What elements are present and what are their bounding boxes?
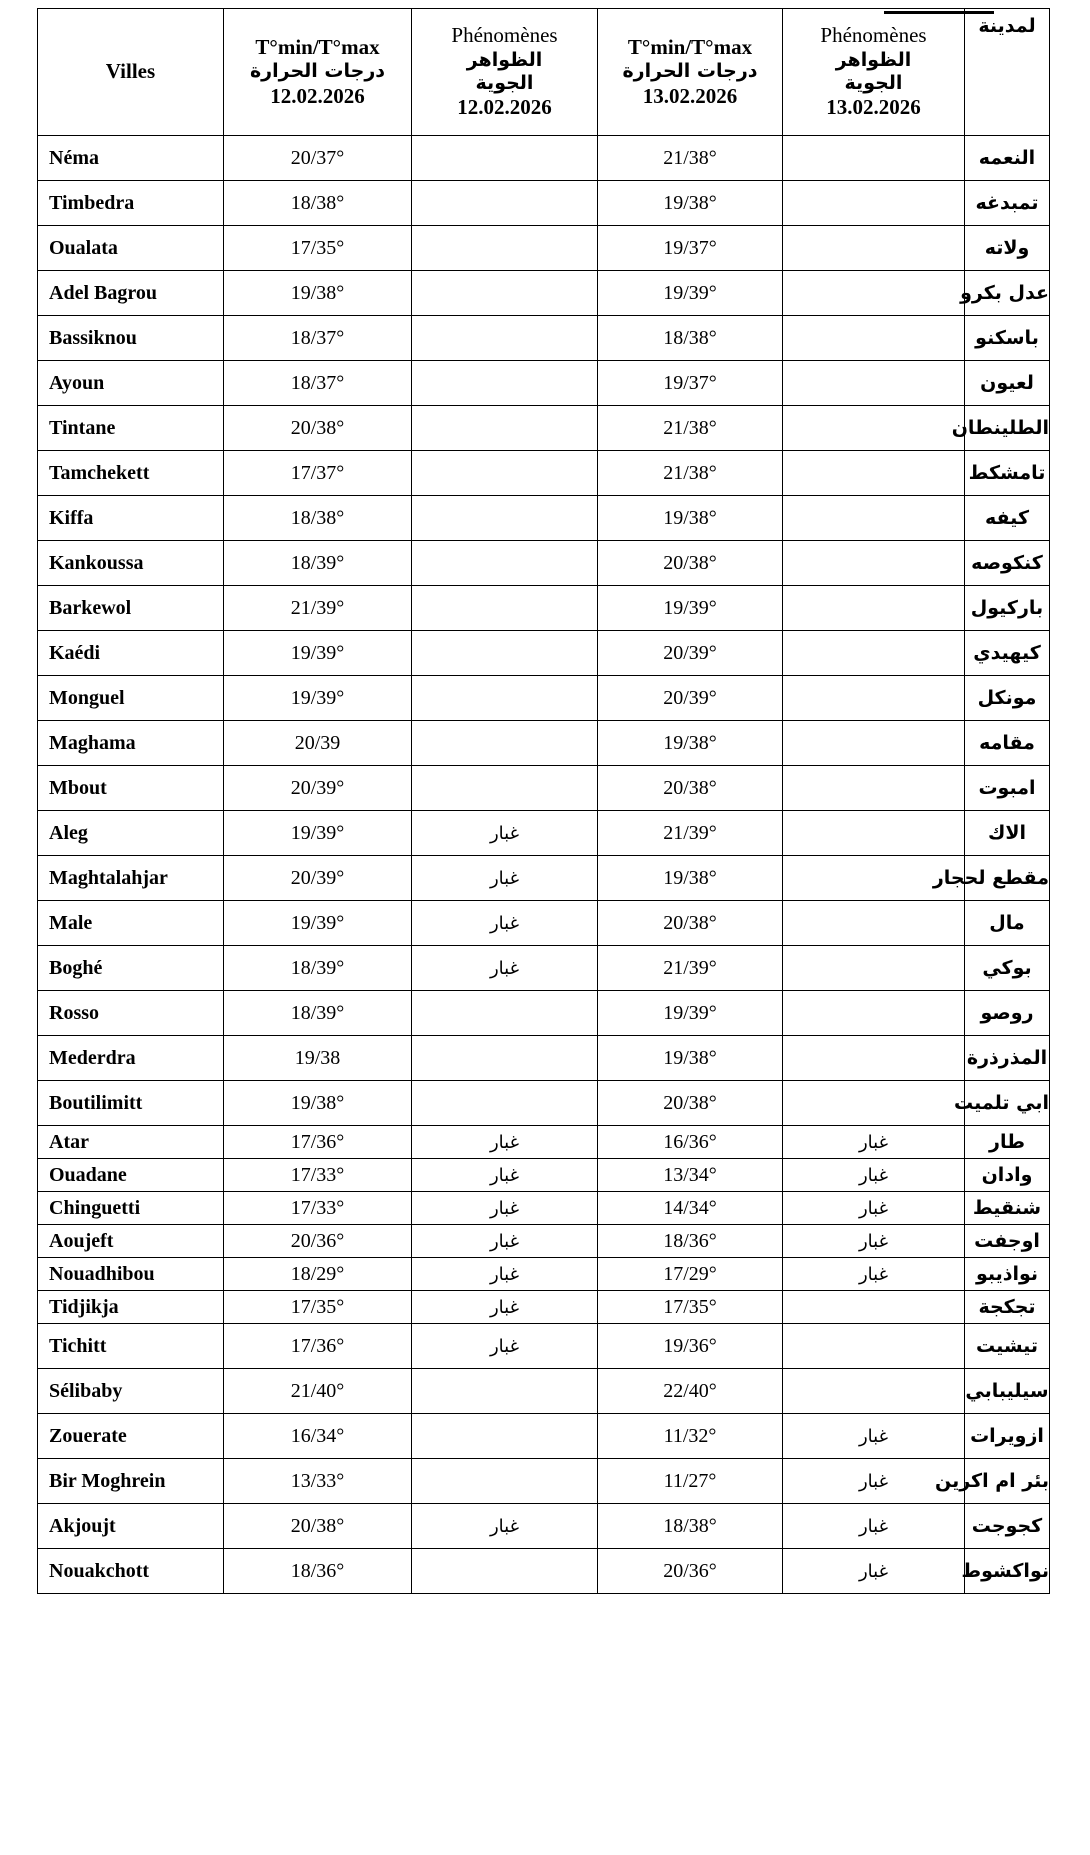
cell-p1: غبار [412,1192,598,1225]
cell-ville: Mederdra [38,1036,224,1081]
header-phen-day2-ar1: الظواهر [835,48,912,71]
table-row [38,1192,1050,1225]
cell-t2: 19/39° [598,991,783,1036]
cell-ar: بوكي [965,946,1050,991]
cell-p1: غبار [412,1159,598,1192]
cell-t1: 17/33° [224,1159,412,1192]
cell-p2 [783,766,965,811]
table-row [38,1504,1050,1549]
cell-ville: Atar [38,1126,224,1159]
cell-t1: 19/38° [224,271,412,316]
cell-t2: 19/39° [598,586,783,631]
cell-p2 [783,721,965,766]
table-row [38,1369,1050,1414]
weather-bulletin-page [0,8,1090,1855]
table-row [38,1126,1050,1159]
cell-p1 [412,1414,598,1459]
header-temp-day2-ar: درجات الحرارة [622,60,758,83]
cell-ar: ابي تلميت [965,1081,1050,1126]
cell-p1: غبار [412,946,598,991]
top-rule-decoration [884,11,994,14]
table-row [38,271,1050,316]
cell-t2: 20/36° [598,1549,783,1594]
cell-p2: غبار [783,1504,965,1549]
cell-ville: Kaédi [38,631,224,676]
cell-p1 [412,1081,598,1126]
cell-t1: 20/37° [224,136,412,181]
table-row [38,586,1050,631]
header-phen-day1-date: 12.02.2026 [457,95,552,120]
cell-t2: 20/38° [598,766,783,811]
cell-ville: Sélibaby [38,1369,224,1414]
header-phen-day1-ar2: الجوية [475,72,534,94]
cell-ar: المذرذرة [965,1036,1050,1081]
cell-p2 [783,1036,965,1081]
cell-ar: امبوت [965,766,1050,811]
cell-t2: 19/36° [598,1324,783,1369]
cell-ville: Maghama [38,721,224,766]
cell-ville: Ayoun [38,361,224,406]
cell-t1: 18/38° [224,496,412,541]
cell-ar: كجوجت [965,1504,1050,1549]
cell-ar: ازويرات [965,1414,1050,1459]
cell-p1 [412,316,598,361]
cell-ville: Timbedra [38,181,224,226]
cell-ar: ولاته [965,226,1050,271]
cell-t2: 21/38° [598,406,783,451]
cell-t1: 19/38° [224,1081,412,1126]
table-row [38,1414,1050,1459]
table-row [38,1549,1050,1594]
cell-t2: 20/39° [598,631,783,676]
cell-p1 [412,991,598,1036]
cell-ar: تامشكط [965,451,1050,496]
cell-ville: Adel Bagrou [38,271,224,316]
cell-p2: غبار [783,1225,965,1258]
cell-ar: الاك [965,811,1050,856]
cell-p1 [412,271,598,316]
cell-p2: غبار [783,1126,965,1159]
cell-p1: غبار [412,856,598,901]
cell-t2: 18/38° [598,1504,783,1549]
table-row [38,136,1050,181]
header-temp-day2-date: 13.02.2026 [642,83,738,108]
cell-p2: غبار [783,1159,965,1192]
table-row [38,1225,1050,1258]
cell-ar: شنقيط [965,1192,1050,1225]
cell-ar: كنكوصه [965,541,1050,586]
cell-t2: 21/38° [598,136,783,181]
cell-p2 [783,1291,965,1324]
cell-t2: 21/38° [598,451,783,496]
cell-p1: غبار [412,1324,598,1369]
cell-ar: نواكشوط [965,1549,1050,1594]
cell-p2 [783,991,965,1036]
cell-p1: غبار [412,1504,598,1549]
cell-ar: مقامه [965,721,1050,766]
cell-t1: 18/39° [224,946,412,991]
cell-p2: غبار [783,1549,965,1594]
cell-t1: 20/38° [224,406,412,451]
cell-t2: 21/39° [598,946,783,991]
table-row [38,361,1050,406]
cell-ville: Boghé [38,946,224,991]
cell-p1 [412,721,598,766]
cell-p1 [412,1459,598,1504]
table-row [38,811,1050,856]
cell-p1: غبار [412,1258,598,1291]
table-body [38,136,1050,1594]
cell-ville: Nouadhibou [38,1258,224,1291]
cell-p2 [783,811,965,856]
cell-t2: 20/38° [598,901,783,946]
cell-t2: 19/37° [598,361,783,406]
header-city-ar-label: لمدينة [978,15,1036,37]
cell-p2 [783,1324,965,1369]
cell-t1: 20/38° [224,1504,412,1549]
cell-ville: Male [38,901,224,946]
weather-forecast-table [37,8,1050,1594]
cell-p2 [783,901,965,946]
cell-p1 [412,1369,598,1414]
cell-ville: Rosso [38,991,224,1036]
cell-p1: غبار [412,1225,598,1258]
cell-p1: غبار [412,811,598,856]
header-temp-day1-ar: درجات الحرارة [249,60,386,83]
table-row [38,406,1050,451]
cell-t1: 17/36° [224,1324,412,1369]
cell-t2: 18/38° [598,316,783,361]
cell-t2: 21/39° [598,811,783,856]
cell-ar: تجكجة [965,1291,1050,1324]
cell-ar: مقطع لحجار [965,856,1050,901]
cell-p1 [412,766,598,811]
cell-ville: Mbout [38,766,224,811]
cell-p1 [412,541,598,586]
cell-p2 [783,361,965,406]
cell-ville: Néma [38,136,224,181]
table-header [38,9,1050,136]
cell-ar: اوجفت [965,1225,1050,1258]
cell-ville: Tintane [38,406,224,451]
cell-ar: باسكنو [965,316,1050,361]
cell-ville: Monguel [38,676,224,721]
table-row [38,451,1050,496]
cell-p2 [783,676,965,721]
cell-ville: Aoujeft [38,1225,224,1258]
column-header-phenomena-day1 [412,9,598,136]
cell-p1 [412,1036,598,1081]
cell-ville: Tidjikja [38,1291,224,1324]
cell-ville: Bir Moghrein [38,1459,224,1504]
header-temp-day2-fr: T°min/T°max [627,34,753,59]
header-row [38,9,1050,136]
cell-t1: 17/35° [224,226,412,271]
header-phen-day1-ar1: الظواهر [466,48,543,71]
cell-p1 [412,631,598,676]
cell-p1 [412,1549,598,1594]
cell-t1: 17/37° [224,451,412,496]
cell-ar: كيهيدي [965,631,1050,676]
cell-ar: روصو [965,991,1050,1036]
table-row [38,766,1050,811]
cell-p1 [412,361,598,406]
cell-t2: 11/32° [598,1414,783,1459]
cell-p2 [783,406,965,451]
cell-ar: كيفه [965,496,1050,541]
cell-t2: 19/37° [598,226,783,271]
cell-t2: 18/36° [598,1225,783,1258]
table-row [38,1258,1050,1291]
cell-p2: غبار [783,1258,965,1291]
cell-ville: Maghtalahjar [38,856,224,901]
cell-ar: نواذيبو [965,1258,1050,1291]
cell-p2 [783,1369,965,1414]
cell-p2 [783,451,965,496]
cell-ville: Bassiknou [38,316,224,361]
table-row [38,541,1050,586]
cell-ville: Zouerate [38,1414,224,1459]
cell-t1: 17/33° [224,1192,412,1225]
cell-ville: Aleg [38,811,224,856]
cell-ar: مال [965,901,1050,946]
cell-ar: باركيول [965,586,1050,631]
table-row [38,316,1050,361]
cell-p2 [783,631,965,676]
cell-t2: 19/38° [598,856,783,901]
cell-t1: 17/35° [224,1291,412,1324]
cell-ar: الطلينطان [965,406,1050,451]
table-row [38,946,1050,991]
cell-ville: Oualata [38,226,224,271]
header-villes-label: Villes [105,59,156,84]
cell-ar: تيشيت [965,1324,1050,1369]
cell-t1: 18/36° [224,1549,412,1594]
table-row [38,631,1050,676]
cell-t2: 19/38° [598,181,783,226]
table-row [38,676,1050,721]
table-row [38,1036,1050,1081]
cell-p1 [412,586,598,631]
cell-t2: 19/38° [598,496,783,541]
cell-ville: Kiffa [38,496,224,541]
cell-t1: 19/39° [224,676,412,721]
cell-p2 [783,226,965,271]
table-row [38,1459,1050,1504]
cell-t2: 17/35° [598,1291,783,1324]
cell-t1: 18/29° [224,1258,412,1291]
header-phen-day2-date: 13.02.2026 [826,95,921,120]
cell-p1: غبار [412,1126,598,1159]
column-header-temp-day2 [598,9,783,136]
cell-t1: 13/33° [224,1459,412,1504]
cell-ar: سيليبابي [965,1369,1050,1414]
column-header-villes [38,9,224,136]
cell-t2: 11/27° [598,1459,783,1504]
cell-p2: غبار [783,1459,965,1504]
header-temp-day1-date: 12.02.2026 [270,83,365,108]
cell-p2: غبار [783,1192,965,1225]
cell-ar: عدل بكرو [965,271,1050,316]
cell-t1: 19/39° [224,631,412,676]
cell-p1 [412,451,598,496]
table-row [38,901,1050,946]
cell-p2 [783,271,965,316]
cell-t1: 20/39 [224,721,412,766]
cell-p2 [783,586,965,631]
cell-t1: 21/40° [224,1369,412,1414]
cell-t1: 20/36° [224,1225,412,1258]
cell-t2: 19/38° [598,721,783,766]
cell-ar: وادان [965,1159,1050,1192]
header-phen-day1-fr: Phénomènes [451,23,558,48]
cell-t1: 18/38° [224,181,412,226]
cell-t1: 21/39° [224,586,412,631]
cell-p1: غبار [412,901,598,946]
cell-ville: Kankoussa [38,541,224,586]
table-row [38,226,1050,271]
cell-t1: 20/39° [224,856,412,901]
cell-t1: 18/39° [224,991,412,1036]
header-phen-day2-fr: Phénomènes [820,23,927,48]
cell-p2 [783,496,965,541]
column-header-phenomena-day2 [783,9,965,136]
cell-ar: النعمه [965,136,1050,181]
cell-t1: 17/36° [224,1126,412,1159]
table-row [38,181,1050,226]
table-row [38,721,1050,766]
cell-ar: لعيون [965,361,1050,406]
cell-p2 [783,1081,965,1126]
cell-p1 [412,136,598,181]
table-row [38,1081,1050,1126]
cell-ville: Boutilimitt [38,1081,224,1126]
cell-p1: غبار [412,1291,598,1324]
column-header-city-ar [965,9,1050,136]
cell-ar: مونكل [965,676,1050,721]
cell-t1: 20/39° [224,766,412,811]
cell-ville: Barkewol [38,586,224,631]
cell-p2 [783,946,965,991]
cell-t1: 18/37° [224,361,412,406]
cell-t2: 13/34° [598,1159,783,1192]
table-row [38,1291,1050,1324]
cell-t2: 19/38° [598,1036,783,1081]
cell-t1: 18/39° [224,541,412,586]
cell-ville: Tichitt [38,1324,224,1369]
cell-t2: 14/34° [598,1192,783,1225]
cell-t2: 19/39° [598,271,783,316]
cell-t2: 20/39° [598,676,783,721]
cell-ar: تمبدغه [965,181,1050,226]
cell-ville: Tamchekett [38,451,224,496]
cell-t1: 19/38 [224,1036,412,1081]
header-phen-day2-ar2: الجوية [844,72,903,94]
table-row [38,496,1050,541]
cell-ville: Akjoujt [38,1504,224,1549]
cell-p1 [412,226,598,271]
table-row [38,1159,1050,1192]
cell-t2: 22/40° [598,1369,783,1414]
cell-t1: 18/37° [224,316,412,361]
cell-t2: 20/38° [598,541,783,586]
cell-p1 [412,496,598,541]
cell-p1 [412,406,598,451]
cell-ville: Ouadane [38,1159,224,1192]
column-header-temp-day1 [224,9,412,136]
cell-ar: طار [965,1126,1050,1159]
cell-t1: 16/34° [224,1414,412,1459]
table-row [38,991,1050,1036]
cell-p1 [412,676,598,721]
cell-p2 [783,541,965,586]
cell-p2 [783,316,965,361]
cell-ville: Nouakchott [38,1549,224,1594]
table-row [38,1324,1050,1369]
cell-p2 [783,136,965,181]
header-temp-day1-fr: T°min/T°max [255,34,380,59]
cell-p2 [783,181,965,226]
cell-t1: 19/39° [224,901,412,946]
cell-t2: 20/38° [598,1081,783,1126]
cell-p2: غبار [783,1414,965,1459]
cell-ar: بئر ام اكرين [965,1459,1050,1504]
table-row [38,856,1050,901]
cell-t2: 16/36° [598,1126,783,1159]
cell-ville: Chinguetti [38,1192,224,1225]
cell-t2: 17/29° [598,1258,783,1291]
cell-p1 [412,181,598,226]
cell-t1: 19/39° [224,811,412,856]
